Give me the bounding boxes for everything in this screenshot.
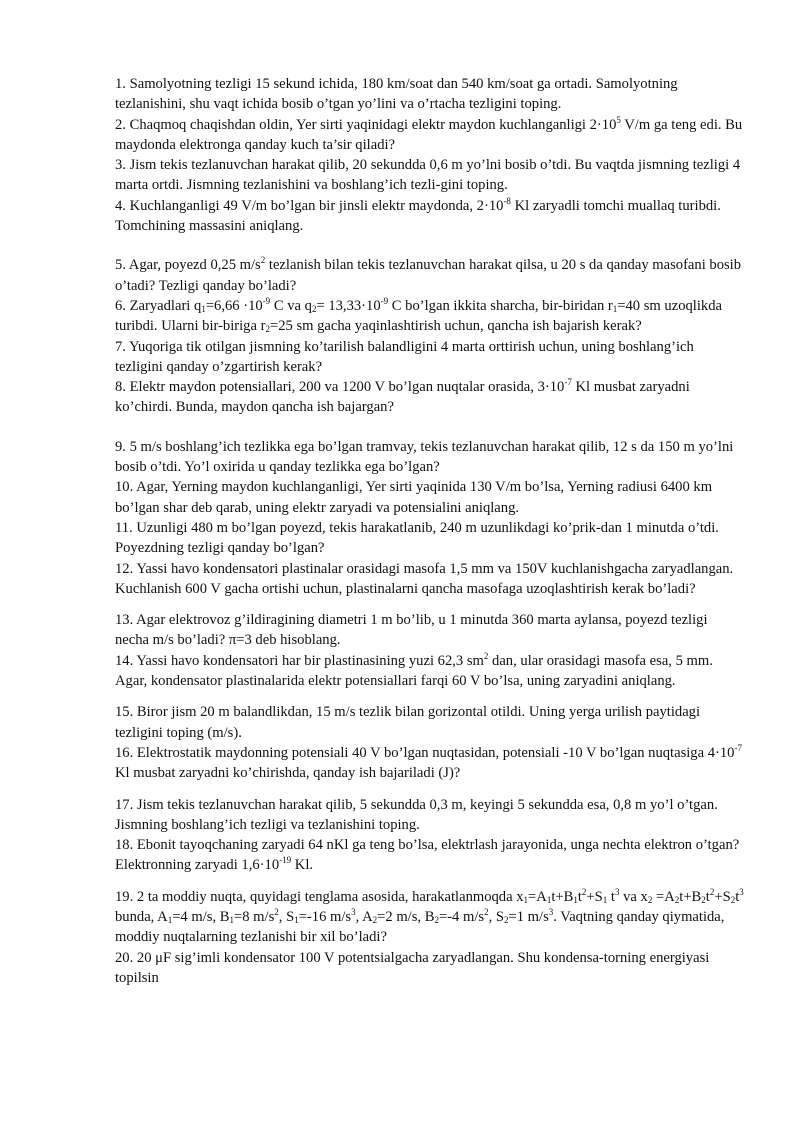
problem-8: 8. Elektr maydon potensiallari, 200 va 1200 V bo’lgan nuqtalar orasida, $3\cdot 10^{-7}$ Kl musbat zaryadni ko’chirdi. Bunda, maydon qancha ish bajargan? <box>115 377 690 416</box>
problem-14: 14. Yassi havo kondensatori har bir plastinasining yuzi 62,3 $sm^2$ dan, ular orasidagi masofa esa, 5 mm. Agar, kondensator plastinalarida elektr potensiallari farqi 60 V bo’lsa, uning zaryadini aniqlang. <box>115 650 713 690</box>
problem-3: 3. Jism tekis tezlanuvchan harakat qilib, 20 sekundda 0,6 m yo’lni bosib o’tdi. Bu vaqtda jismning tezligi 4 marta ortdi. Jismning tezlanishini va boshlang’ich tezli-gini toping. <box>115 157 741 194</box>
document-page <box>115 74 745 988</box>
problem-7: 7. Yuqoriga tik otilgan jismning ko’tarilish balandligini 4 marta orttirish uchun, uning boshlang’ich tezligini qanday o’zgartirish kerak? <box>115 338 694 375</box>
problem-10: 10. Agar, Yerning maydon kuchlanganligi, Yer sirti yaqinida 130 V/m bo’lsa, Yerning radiusi 6400 km bo’lgan shar deb qarab, uning elektr zaryadi va potensialini aniqlang. <box>115 479 713 516</box>
problem-5: 5. Agar, poyezd 0,25 $m/s^2$ tezlanish bilan tekis tezlanuvchan harakat qilsa, u 20 s da qanday masofani bosib o’tadi? Tezligi qanday bo’ladi? <box>115 255 742 294</box>
problem-20: 20. 20 μF sig’imli kondensator 100 V potentsialgacha zaryadlangan. Shu kondensa-torning energiyasi topilsin <box>115 949 710 986</box>
problem-4: 4. Kuchlanganligi 49 V/m bo’lgan bir jinsli elektr maydonda, $2\cdot 10^{-8}$ Kl zaryadli tomchi muallaq turibdi. Tomchining massasini aniqlang. <box>115 195 721 235</box>
problem-6: 6. Zaryadlari $q_1=6,66 \cdot 10^{-9}$ C va $q_2= 13,33\cdot 10^{-9}$ C bo’lgan ikkita sharcha, bir-biridan $r_1=40$ sm uzoqlikda turibdi. Ularni bir-biriga $r_2=25$ sm gacha yaqinlashtirish uchun, qancha ish bajarish kerak? <box>115 295 722 335</box>
problem-19: 19. 2 ta moddiy nuqta, quyidagi tenglama asosida, harakatlanmoqda $x_1=A_1t+B_1t^2+S_1$ $t^3$ va $x_2 =A_2t+B_2t^2+S_2t^3$ bunda, $A_1=4$ m/s, $B_1=8$ $m/s^2$, $S_1=-16$ $m/s^3$, $A_2=2$ m/s, $B_2=-4$ $m/s^2$, $S_2=1$ $m/s^3$. Vaqtning qanday qiymatida, moddiy nuqtalarning tezlanishi bir xil bo’ladi? <box>115 886 744 946</box>
problem-17: 17. Jism tekis tezlanuvchan harakat qilib, 5 sekundda 0,3 m, keyingi 5 sekundda esa, 0,8 m yo’l o’tgan. Jismning boshlang’ich tezligi va tezlanishini toping. <box>115 796 718 833</box>
problem-15: 15. Biror jism 20 m balandlikdan, 15 m/s tezlik bilan gorizontal otildi. Uning yerga urilish paytidagi tezligini toping (m/s). <box>115 704 701 741</box>
problem-16: 16. Elektrostatik maydonning potensiali 40 V bo’lgan nuqtasidan, potensiali -10 V bo’lgan nuqtasiga $4\cdot 10^{-7}$ Kl musbat zaryadni ko’chirishda, qanday ish bajariladi (J)? <box>115 742 742 782</box>
problem-2: 2. Chaqmoq chaqishdan oldin, Yer sirti yaqinidagi elektr maydon kuchlanganligi $2\cdot 10^5$ V/m ga teng edi. Bu maydonda elektronga qanday kuch ta’sir qiladi? <box>115 114 743 153</box>
problem-18: 18. Ebonit tayoqchaning zaryadi 64 nKl ga teng bo’lsa, elektrlash jarayonida, unga nechta elektron o’tgan? Elektronning zaryadi $1,6\cdot 10^{-19}$ Kl. <box>115 837 740 874</box>
problem-13: 13. Agar elektrovoz g’ildiragining diametri 1 m bo’lib, u 1 minutda 360 marta aylansa, poyezd tezligi necha m/s bo’ladi? π=3 deb hisoblang. <box>115 612 708 649</box>
problem-9: 9. 5 m/s boshlang’ich tezlikka ega bo’lgan tramvay, tekis tezlanuvchan harakat qilib, 12 s da 150 m yo’lni bosib o’tdi. Yo’l oxirida u qanday tezlikka ega bo’lgan? <box>115 438 734 476</box>
problem-12: 12. Yassi havo kondensatori plastinalar orasidagi masofa 1,5 mm va 150V kuchlanishgacha zaryadlangan. Kuchlanish 600 V gacha ortishi uchun, plastinalarni qancha masofaga uzoqlashtirish kerak bo’ladi? <box>115 560 734 597</box>
problem-11: 11. Uzunligi 480 m bo’lgan poyezd, tekis harakatlanib, 240 m uzunlikdagi ko’prik-dan 1 minutda o’tdi. Poyezdning tezligi qanday bo’lgan? <box>115 519 719 557</box>
problem-1: 1. Samolyotning tezligi 15 sekund ichida, 180 km/soat dan 540 km/soat ga ortadi. Samolyotning tezlanishini, shu vaqt ichida bosib o’tgan yo’lini va o’rtacha tezligini toping. <box>115 76 678 113</box>
